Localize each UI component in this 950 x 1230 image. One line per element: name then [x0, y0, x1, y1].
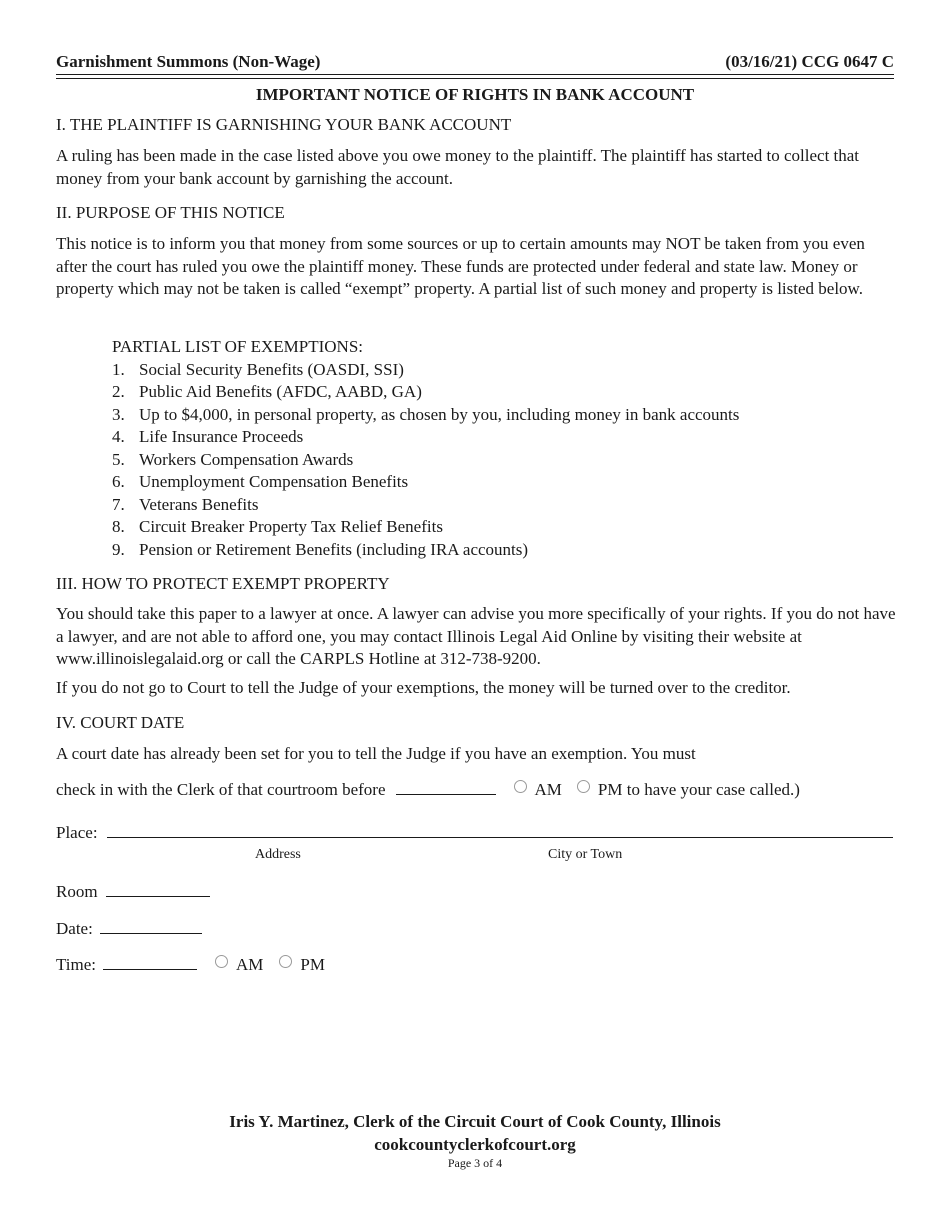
date-label: Date:	[56, 919, 93, 938]
list-item: 6. Unemployment Compensation Benefits	[112, 472, 409, 491]
section-1-heading: I. THE PLAINTIFF IS GARNISHING YOUR BANK ACCOUNT	[56, 115, 512, 134]
list-item: 2. Public Aid Benefits (AFDC, AABD, GA)	[112, 382, 422, 401]
exemptions-list	[112, 336, 739, 561]
section-3-heading: III. HOW TO PROTECT EXEMPT PROPERTY	[56, 574, 390, 593]
section-4-heading: IV. COURT DATE	[56, 713, 185, 732]
section-2-heading: II. PURPOSE OF THIS NOTICE	[56, 203, 285, 222]
header-rule-bottom	[56, 78, 894, 79]
city-caption: City or Town	[548, 847, 623, 862]
section-3-body: You should take this paper to a lawyer at once. A lawyer can advise you more specifically of your rights. If you do not have a lawyer, and are not able to afford one, you may contact Illinois Legal Aid Online by visiting their website at www.illinoislegalaid.org or call the CARPLS Hotline at 312-738-9200.	[56, 604, 896, 668]
section-2-body: This notice is to inform you that money from some sources or up to certain amounts may NOT be taken from you even after the court has ruled you owe the plaintiff money. These funds are protected under federal and state law. Money or property which may not be taken is called “exempt” property. A partial list of such money and property is listed below.	[56, 234, 865, 298]
address-caption: Address	[255, 847, 301, 862]
list-item: 1. Social Security Benefits (OASDI, SSI)	[112, 359, 404, 379]
list-item: 7. Veterans Benefits	[112, 494, 259, 514]
time-am-radio[interactable]	[215, 955, 228, 968]
list-item: 8. Circuit Breaker Property Tax Relief Benefits	[112, 517, 443, 536]
checkin-pm-label: PM to have your case called.)	[597, 780, 800, 799]
exemptions-title: PARTIAL LIST OF EXEMPTIONS:	[112, 337, 364, 356]
place-row	[56, 822, 893, 843]
time-label: Time:	[56, 955, 97, 974]
date-field[interactable]	[100, 918, 202, 934]
checkin-time-field[interactable]	[396, 779, 496, 795]
checkin-text: check in with the Clerk of that courtroom before	[56, 780, 386, 799]
checkin-line	[56, 779, 800, 800]
checkin-am-radio[interactable]	[514, 780, 527, 793]
time-pm-radio[interactable]	[279, 955, 292, 968]
room-field[interactable]	[106, 881, 210, 897]
checkin-pm-radio[interactable]	[577, 780, 590, 793]
list-item: 4. Life Insurance Proceeds	[112, 427, 304, 446]
header-rule-top	[56, 74, 894, 75]
form-name: Garnishment Summons (Non-Wage)	[56, 52, 321, 71]
place-field[interactable]	[107, 822, 893, 838]
room-label: Room	[56, 882, 98, 901]
section-4-body: A court date has already been set for you to tell the Judge if you have an exemption. You must	[56, 744, 696, 763]
section-3-warning: If you do not go to Court to tell the Judge of your exemptions, the money will be turned over to the creditor.	[56, 678, 791, 697]
time-am-label: AM	[236, 955, 264, 974]
section-1-body: A ruling has been made in the case listed above you owe money to the plaintiff. The plaintiff has started to collect that money from your bank account by garnishing the account.	[56, 146, 860, 188]
time-field[interactable]	[103, 954, 197, 970]
time-row	[56, 954, 325, 975]
clerk-name: Iris Y. Martinez, Clerk of the Circuit Court of Cook County, Illinois	[229, 1112, 721, 1131]
clerk-website: cookcountyclerkofcourt.org	[374, 1135, 576, 1154]
time-pm-label: PM	[300, 955, 325, 974]
list-item: 3. Up to $4,000, in personal property, as chosen by you, including money in bank accounts	[112, 404, 740, 424]
list-item: 9. Pension or Retirement Benefits (including IRA accounts)	[112, 539, 529, 559]
place-label: Place:	[56, 823, 98, 842]
page-title: IMPORTANT NOTICE OF RIGHTS IN BANK ACCOUNT	[255, 85, 695, 104]
room-row	[56, 881, 210, 902]
page-number: Page 3 of 4	[447, 1156, 503, 1170]
date-row	[56, 918, 202, 939]
form-code: (03/16/21) CCG 0647 C	[725, 52, 894, 71]
checkin-am-label: AM	[534, 780, 562, 799]
list-item: 5. Workers Compensation Awards	[112, 449, 354, 469]
